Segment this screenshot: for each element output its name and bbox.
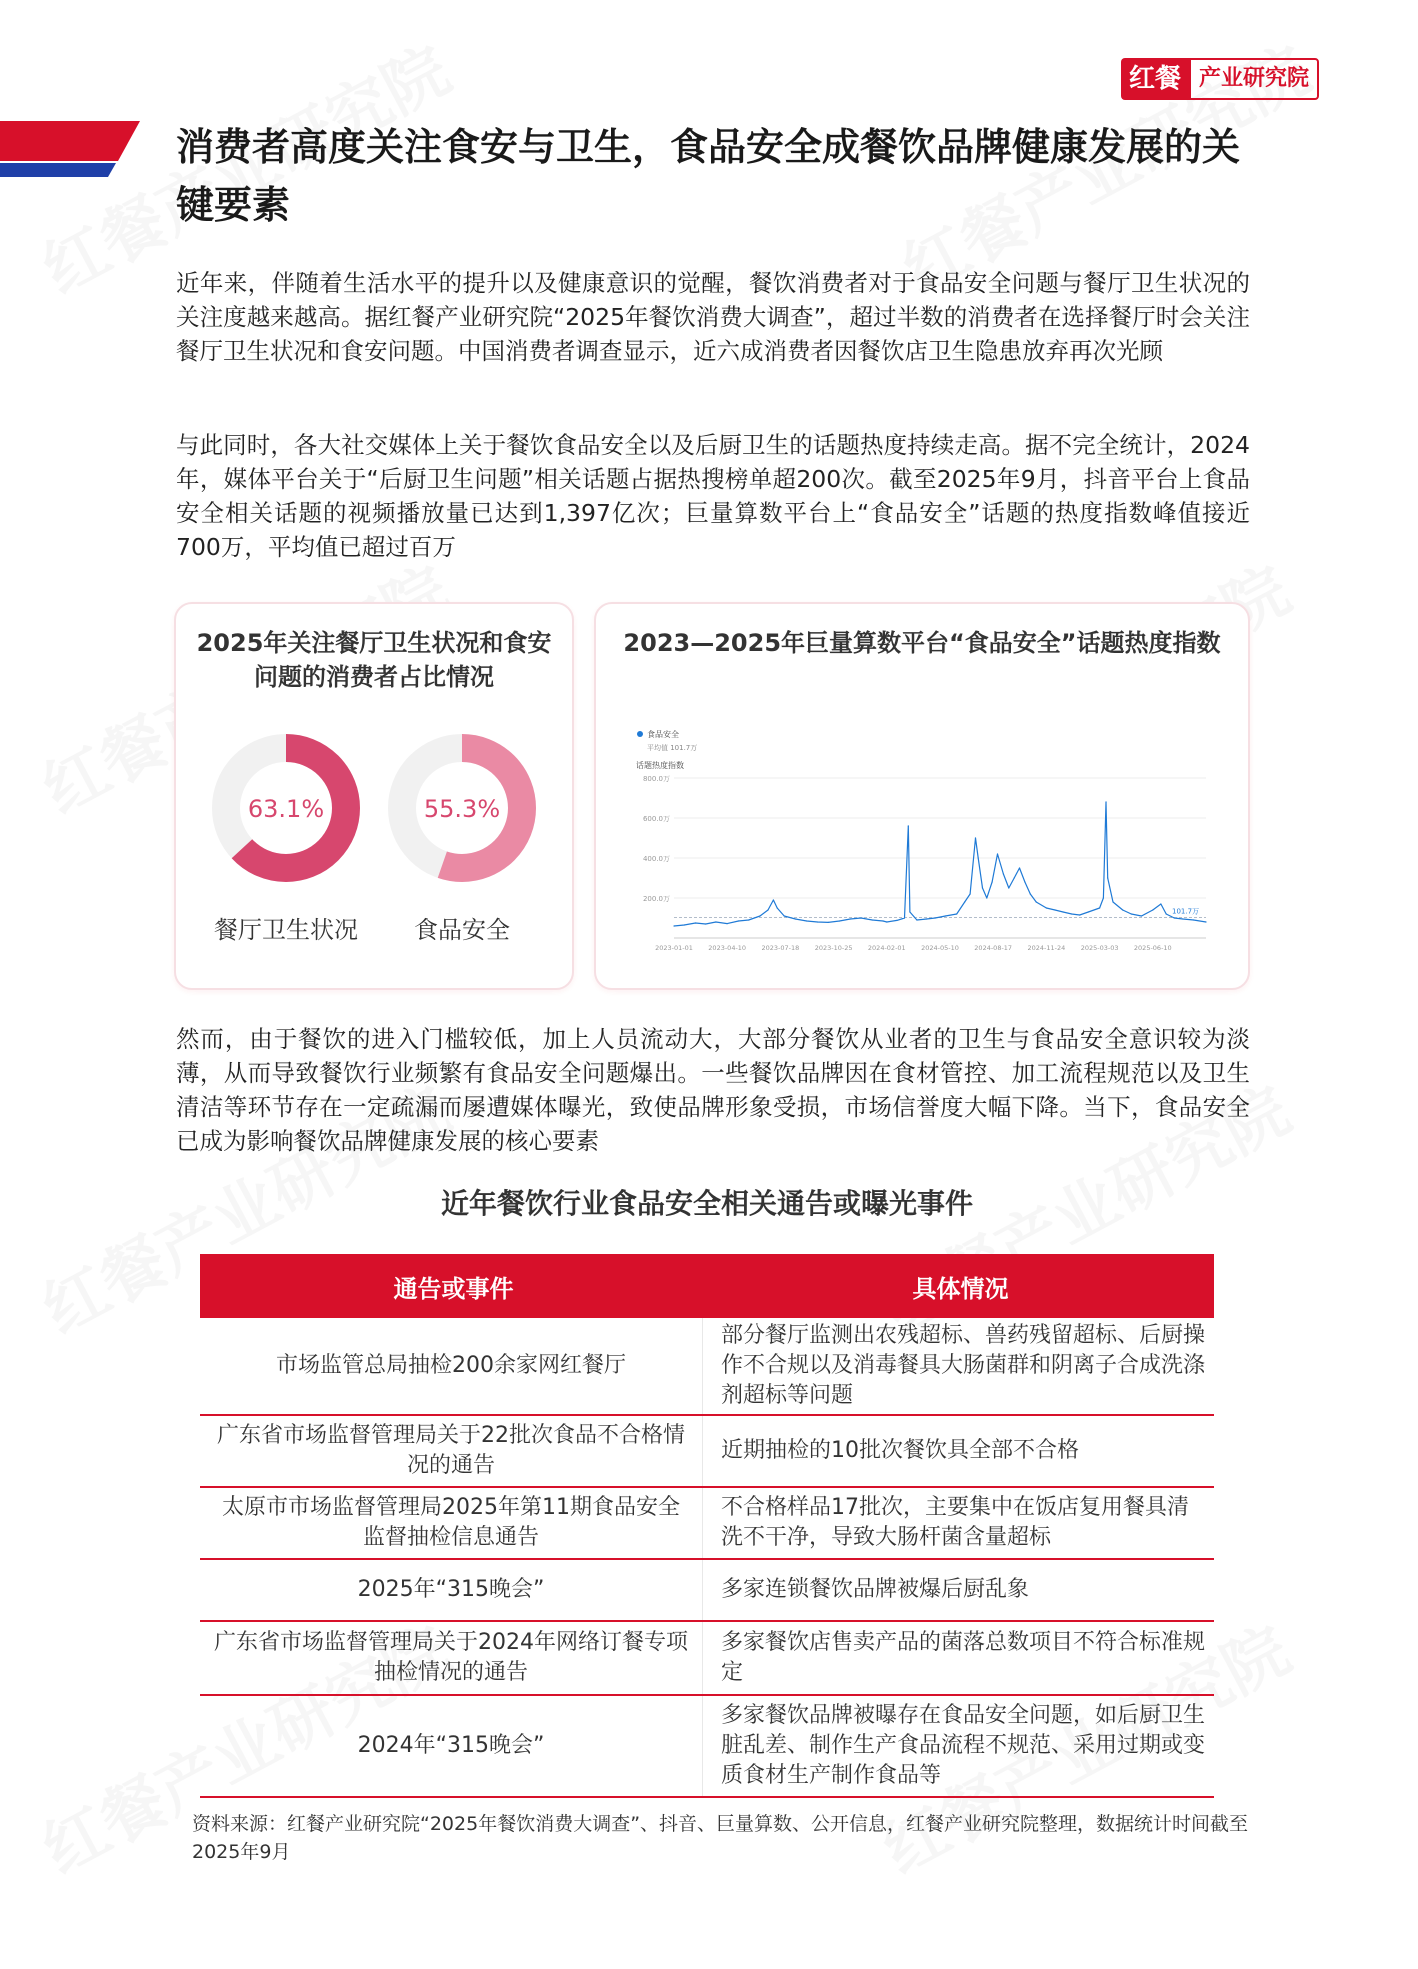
y-tick-label: 800.0万 (642, 775, 670, 783)
data-point (1046, 907, 1047, 908)
x-tick-label: 2023-10-25 (814, 944, 853, 952)
data-point (1107, 877, 1108, 878)
data-point (997, 853, 998, 854)
data-point (982, 887, 983, 888)
data-point (860, 917, 861, 918)
data-point (992, 881, 993, 882)
table-title: 近年餐饮行业食品安全相关通告或曝光事件 (440, 1187, 973, 1220)
data-point (695, 922, 696, 923)
table-cell-event: 2025年“315晚会” (200, 1560, 703, 1620)
data-point (1019, 867, 1020, 868)
data-point (850, 918, 851, 919)
data-point (935, 917, 936, 918)
data-point (1036, 901, 1037, 902)
donut-card (174, 602, 574, 990)
data-point (1166, 913, 1167, 914)
data-point (738, 920, 739, 921)
x-tick-label: 2023-01-01 (655, 944, 693, 952)
line-chart-title: 2023—2025年巨量算数平台“食品安全”话题热度指数 (623, 629, 1221, 657)
x-tick-label: 2024-02-01 (867, 944, 906, 952)
data-point (1122, 909, 1123, 910)
data-point (817, 921, 818, 922)
x-tick-label: 2023-04-10 (708, 944, 747, 952)
table-row (200, 1416, 1214, 1488)
data-point (773, 899, 774, 900)
series-line-food-safety (674, 802, 1206, 926)
data-point (684, 924, 685, 925)
data-point (767, 909, 768, 910)
data-point (1193, 919, 1194, 920)
data-point (777, 907, 778, 908)
data-point (1141, 915, 1142, 916)
data-point (828, 922, 829, 923)
data-point (978, 857, 979, 858)
data-point (1079, 914, 1080, 915)
data-point (1008, 887, 1009, 888)
y-tick-label: 400.0万 (642, 855, 670, 863)
table-cell-event: 太原市市场监督管理局2025年第11期食品安全监督抽检信息通告 (200, 1488, 703, 1558)
data-point (926, 918, 927, 919)
y-tick-label: 200.0万 (642, 895, 670, 903)
data-point (727, 923, 728, 924)
data-point (715, 921, 716, 922)
data-point (1024, 881, 1025, 882)
table-cell-event: 广东省市场监督管理局关于22批次食品不合格情况的通告 (200, 1416, 703, 1486)
table-cell-detail: 部分餐厅监测出农残超标、兽药残留超标、后厨操作不合规以及消毒餐具大肠菌群和阴离子合成洗涤剂超标等问题 (721, 1323, 1206, 1408)
data-point (1160, 903, 1161, 904)
data-point (759, 915, 760, 916)
data-point (1152, 909, 1153, 910)
brand-logo (1121, 58, 1319, 100)
social-media-paragraph: 与此同时，各大社交媒体上关于餐饮食品安全以及后厨卫生的话题热度持续走高。据不完全统计，2024年，媒体平台关于“后厨卫生问题”相关话题占据热搜榜单超200次。截至2025年9月，抖音平台上食品安全相关话题的视频播放量已达到1,397亿次；巨量算数平台上“食品安全”话题的热度指数峰值接近700万，平均值已超过百万 (176, 431, 1250, 561)
data-point (1205, 921, 1206, 922)
industry-paragraph: 然而，由于餐饮的进入门槛较低，加上人员流动大，大部分餐饮从业者的卫生与食品安全意识较为淡薄，从而导致餐饮行业频繁有食品安全问题爆出。一些餐饮品牌因在食材管控、加工流程规范以及卫生清洁等环节存在一定疏漏而屡遭媒体曝光，致使品牌形象受损，市场信誉度大幅下降。当下，食品安全已成为影响餐饮品牌健康发展的核心要素 (176, 1025, 1250, 1155)
data-point (673, 925, 674, 926)
donut-card-title: 2025年关注餐厅卫生状况和食安问题的消费者占比情况 (196, 629, 552, 691)
data-point (986, 897, 987, 898)
x-tick-label: 2025-06-10 (1133, 944, 1172, 952)
donut-label-hygiene: 餐厅卫生状况 (214, 916, 358, 944)
data-point (1088, 911, 1089, 912)
table-cell-detail: 多家餐饮店售卖产品的菌落总数项目不符合标准规定 (721, 1630, 1206, 1685)
data-point (1062, 911, 1063, 912)
legend-average: 平均值 101.7万 (647, 744, 698, 752)
donut-chart-hygiene (210, 732, 362, 884)
data-point (784, 915, 785, 916)
table-cell-detail: 多家餐饮品牌被曝存在食品安全问题，如后厨卫生脏乱差、制作生产食品流程不规范、采用过期或变质食材生产制作食品等 (721, 1703, 1206, 1788)
table-header-detail: 具体情况 (912, 1274, 1009, 1303)
data-point (1054, 909, 1055, 910)
data-point (806, 920, 807, 921)
data-point (839, 920, 840, 921)
table-header (200, 1254, 1214, 1318)
data-point (916, 919, 917, 920)
data-point (908, 825, 909, 826)
table-row (200, 1560, 1214, 1622)
data-point (872, 919, 873, 920)
data-point (1014, 877, 1015, 878)
table-cell-detail: 多家连锁餐饮品牌被爆后厨乱象 (721, 1577, 1030, 1602)
data-point (964, 901, 965, 902)
data-point (1071, 913, 1072, 914)
y-tick-label: 600.0万 (642, 815, 670, 823)
table-row (200, 1318, 1214, 1416)
line-chart-card (594, 602, 1250, 990)
data-point (945, 915, 946, 916)
legend-label: 食品安全 (647, 730, 679, 739)
table-cell-detail: 近期抽检的10批次餐饮具全部不合格 (721, 1438, 1079, 1463)
data-point (886, 921, 887, 922)
x-tick-label: 2024-08-17 (974, 944, 1013, 952)
data-point (896, 920, 897, 921)
logo-mark: 红餐 (1121, 58, 1189, 100)
data-point (795, 918, 796, 919)
table-row (200, 1488, 1214, 1560)
x-tick-label: 2025-03-03 (1080, 944, 1119, 952)
source-note: 资料来源：红餐产业研究院“2025年餐饮消费大调查”、抖音、巨量算数、公开信息，红餐产业研究院整理，数据统计时间截至2025年9月 (192, 1813, 1249, 1863)
data-point (1131, 913, 1132, 914)
data-point (956, 913, 957, 914)
data-point (1030, 893, 1031, 894)
data-point (1112, 901, 1113, 902)
title-accent-band (0, 121, 140, 177)
page-title: 消费者高度关注食安与卫生，食品安全成餐饮品牌健康发展的关键要素 (176, 125, 1241, 227)
x-tick-label: 2024-05-10 (921, 944, 959, 952)
logo-text: 产业研究院 (1189, 58, 1319, 100)
data-point (1182, 918, 1183, 919)
table-header-event: 通告或事件 (393, 1274, 514, 1303)
x-tick-label: 2024-11-24 (1027, 944, 1066, 952)
data-point (909, 911, 910, 912)
donut-value-hygiene: 63.1% (247, 795, 325, 823)
events-table (200, 1254, 1214, 1798)
intro-paragraph: 近年来，伴随着生活水平的提升以及健康意识的觉醒，餐饮消费者对于食品安全问题与餐厅卫生状况的关注度越来越高。据红餐产业研究院“2025年餐饮消费大调查”，超过半数的消费者在选择餐厅时会关注餐厅卫生状况和食安问题。中国消费者调查显示，近六成消费者因餐饮店卫生隐患放弃再次光顾 (176, 269, 1250, 365)
data-point (904, 917, 905, 918)
data-point (1003, 873, 1004, 874)
x-tick-label: 2023-07-18 (761, 944, 800, 952)
data-point (1103, 897, 1104, 898)
data-point (1105, 801, 1106, 802)
data-point (1174, 917, 1175, 918)
y-axis-label: 话题热度指数 (636, 761, 684, 770)
table-cell-event: 市场监管总局抽检200余家网红餐厅 (200, 1318, 703, 1414)
table-row (200, 1696, 1214, 1798)
table-cell-event: 2024年“315晚会” (200, 1696, 703, 1796)
table-row (200, 1622, 1214, 1696)
table-cell-detail: 不合格样品17批次，主要集中在饭店复用餐具清洗不干净，导致大肠杆菌含量超标 (721, 1495, 1189, 1550)
data-point (969, 893, 970, 894)
donut-chart-food-safety (386, 732, 538, 884)
donut-value-food-safety: 55.3% (423, 795, 501, 823)
heat-index-line-chart (636, 728, 1216, 968)
end-value-label: 101.7万 (1172, 907, 1200, 916)
legend-marker (637, 731, 643, 737)
data-point (748, 919, 749, 920)
table-cell-event: 广东省市场监督管理局关于2024年网络订餐专项抽检情况的通告 (200, 1622, 703, 1694)
data-point (705, 923, 706, 924)
data-point (975, 837, 976, 838)
data-point (882, 920, 883, 921)
data-point (1099, 907, 1100, 908)
donut-label-food-safety: 食品安全 (414, 916, 510, 944)
